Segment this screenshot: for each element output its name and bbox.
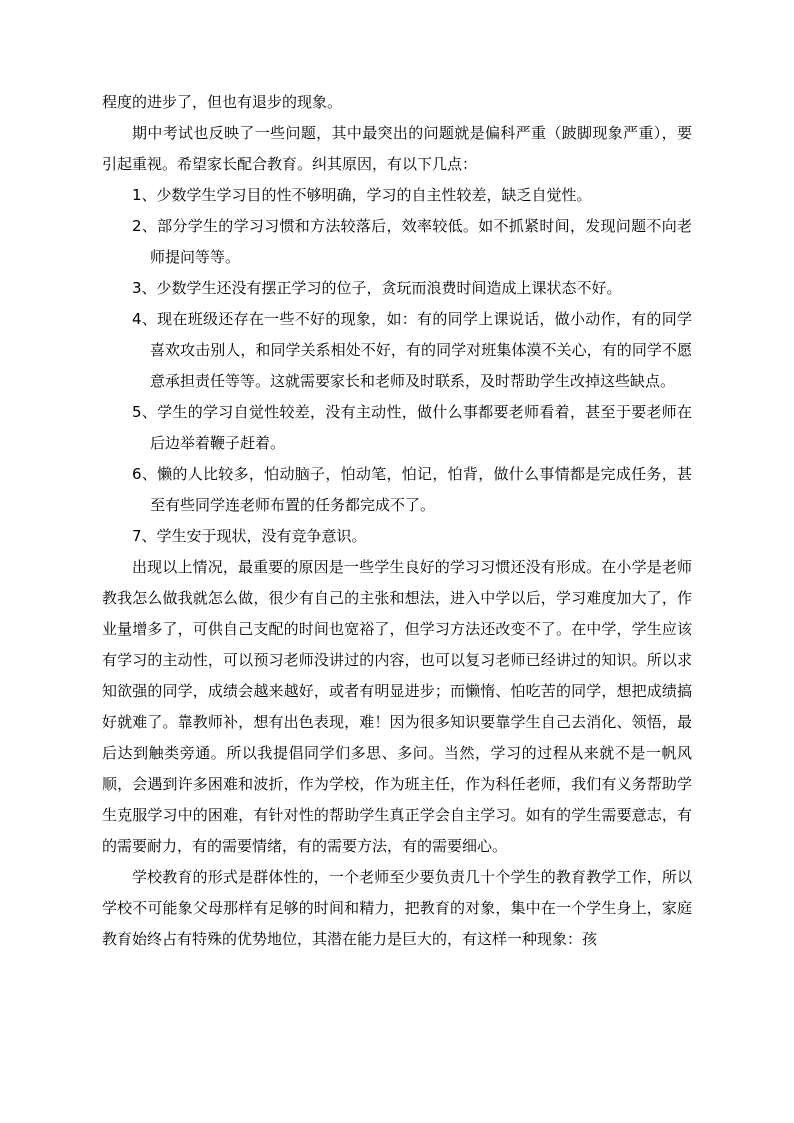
list-item-4: 4、现在班级还存在一些不好的现象，如：有的同学上课说话，做小动作，有的同学喜欢攻击别人，和同学关系相处不好，有的同学对班集体漠不关心，有的同学不愿意承担责任等等。这就需要家长和老师及时联系，及时帮助学生改掉这些缺点。: [132, 310, 692, 390]
paragraph-causes: 出现以上情况，最重要的原因是一些学生良好的学习习惯还没有形成。在小学是老师教我怎么做我就怎么做，很少有自己的主张和想法，进入中学以后，学习难度加大了，作业量增多了，可供自己支配的时间也宽裕了，但学习方法还改变不了。在中学，学生应该有学习的主动性，可以预习老师没讲过的内容，也可以复习老师已经讲过的知识。所以求知欲强的同学，成绩会越来越好，或者有明显进步；而懒惰、怕吃苦的同学，想把成绩搞好就难了。靠教师补，想有出色表现，难！因为很多知识要靠学生自己去消化、领悟，最后达到触类旁通。所以我提倡同学们多思、多问。当然，学习的过程从来就不是一帆风顺，会遇到许多困难和波折，作为学校，作为班主任，作为科任老师，我们有义务帮助学生克服学习中的困难，有针对性的帮助学生真正学会自主学习。如有的学生需要意志，有的需要耐力，有的需要情绪，有的需要方法，有的需要细心。: [102, 558, 692, 855]
list-item-5: 5、学生的学习自觉性较差，没有主动性，做什么事都要老师看着，甚至于要老师在后边举着鞭子赶着。: [132, 403, 692, 452]
paragraph-problems-intro: 期中考试也反映了一些问题，其中最突出的问题就是偏科严重（跛脚现象严重），要引起重视。希望家长配合教育。纠其原因，有以下几点：: [102, 124, 692, 173]
list-item-1: 1、少数学生学习目的性不够明确，学习的自主性较差，缺乏自觉性。: [132, 186, 592, 204]
list-item-3: 3、少数学生还没有摆正学习的位子，贪玩而浪费时间造成上课状态不好。: [132, 279, 622, 297]
document-page: [102, 87, 692, 955]
paragraph-continuation: 程度的进步了，但也有退步的现象。: [102, 93, 343, 111]
list-item-2: 2、部分学生的学习习惯和方法较落后，效率较低。如不抓紧时间，发现问题不向老师提问等等。: [132, 217, 692, 266]
list-item-6: 6、懒的人比较多，怕动脑子，怕动笔，怕记，怕背，做什么事情都是完成任务，甚至有些同学连老师布置的任务都完成不了。: [132, 465, 692, 514]
paragraph-school-education: 学校教育的形式是群体性的，一个老师至少要负责几十个学生的教育教学工作，所以学校不可能象父母那样有足够的时间和精力，把教育的对象，集中在一个学生身上，家庭教育始终占有特殊的优势地位，其潜在能力是巨大的，有这样一种现象：孩: [102, 868, 692, 948]
list-item-7: 7、学生安于现状，没有竞争意识。: [132, 527, 367, 545]
